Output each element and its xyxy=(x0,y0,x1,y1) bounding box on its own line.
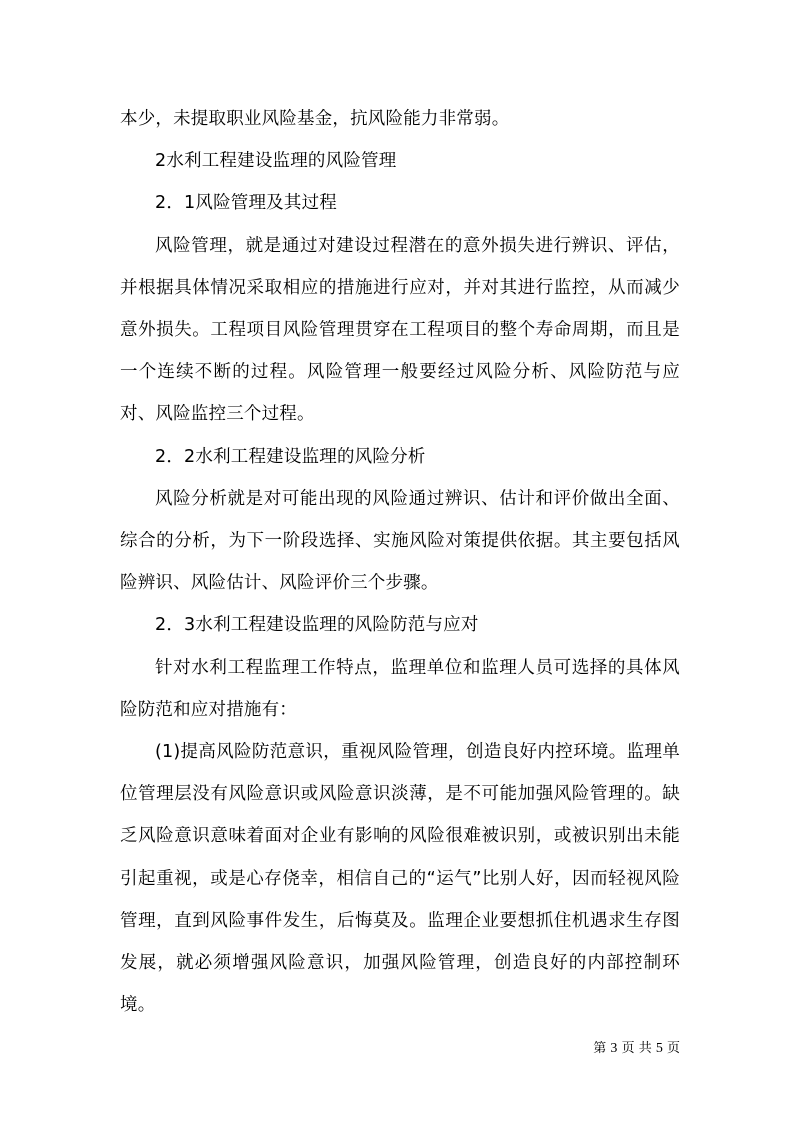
heading-section-2-2: 2．2水利工程建设监理的风险分析 xyxy=(155,446,426,467)
footer-middle: 页 共 xyxy=(621,1041,652,1056)
heading-section-2: 2水利工程建设监理的风险管理 xyxy=(155,151,397,172)
paragraph-risk-management: 风险管理，就是通过对建设过程潜在的意外损失进行辨识、评估，并根据具体情况采取相应的措施进行应对，并对其进行监控，从而减少意外损失。工程项目风险管理贯穿在工程项目的整个寿命周期，而且是一个连续不断的过程。风险管理一般要经过风险分析、风险防范与应对、风险监控三个过程。 xyxy=(120,235,680,425)
document-body xyxy=(120,98,680,1026)
heading-section-2-1: 2．1风险管理及其过程 xyxy=(155,193,337,214)
footer-prefix: 第 xyxy=(593,1041,607,1056)
paragraph-measure-1: (1)提高风险防范意识，重视风险管理，创造良好内控环境。监理单位管理层没有风险意识或风险意识淡薄，是不可能加强风险管理的。缺乏风险意识意味着面对企业有影响的风险很难被识别，或被识别出未能引起重视，或是心存侥幸，相信自己的“运气”比别人好，因而轻视风险管理，直到风险事件发生，后悔莫及。监理企业要想抓住机遇求生存图发展，就必须增强风险意识，加强风险管理，创造良好的内部控制环境。 xyxy=(120,742,680,1016)
footer-suffix: 页 xyxy=(666,1041,680,1056)
paragraph-measures-intro: 针对水利工程监理工作特点，监理单位和监理人员可选择的具体风险防范和应对措施有： xyxy=(120,657,680,720)
page-footer xyxy=(540,1040,680,1058)
footer-current-page: 3 xyxy=(610,1041,618,1056)
heading-section-2-3: 2．3水利工程建设监理的风险防范与应对 xyxy=(155,615,479,636)
footer-total-pages: 5 xyxy=(655,1041,663,1056)
paragraph-risk-analysis: 风险分析就是对可能出现的风险通过辨识、估计和评价做出全面、综合的分析，为下一阶段选择、实施风险对策提供依据。其主要包括风险辨识、风险估计、风险评价三个步骤。 xyxy=(120,488,680,594)
paragraph-continuation: 本少，未提取职业风险基金，抗风险能力非常弱。 xyxy=(120,109,510,129)
